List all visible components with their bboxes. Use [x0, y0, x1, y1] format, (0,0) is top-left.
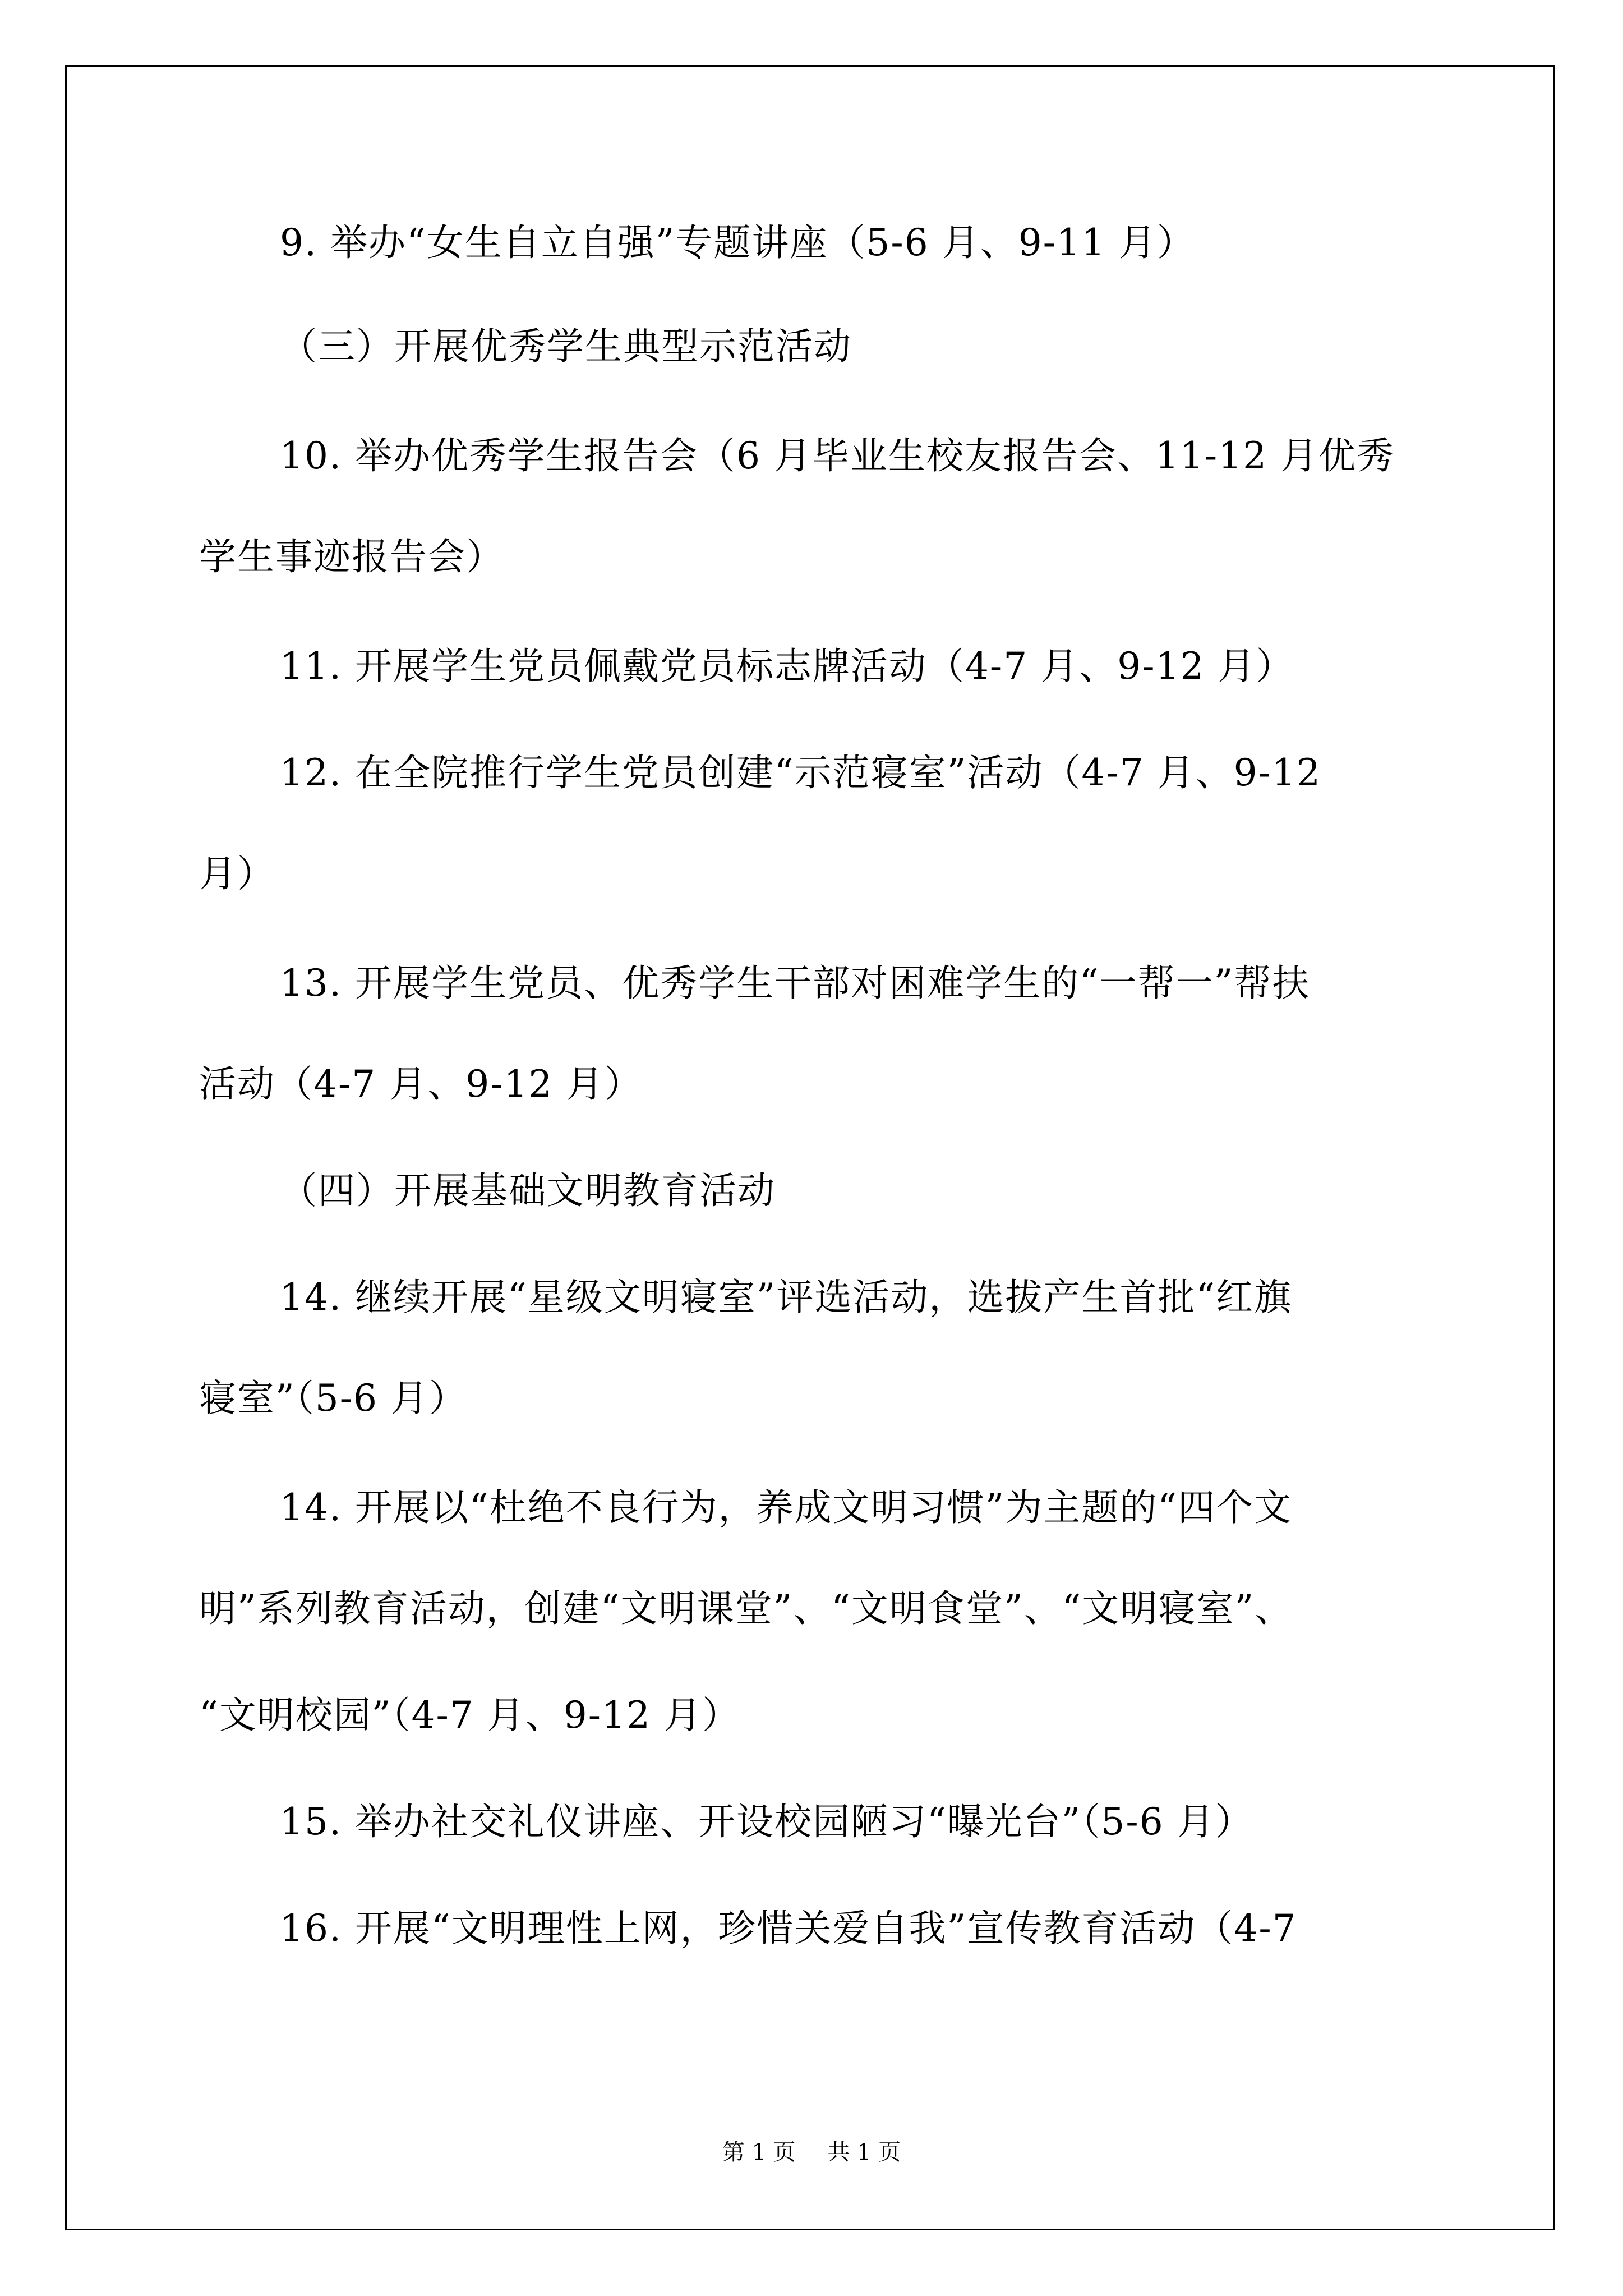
text-line: 16. 开展“文明理性上网，珍惜关爱自我”宣传教育活动（4-7: [280, 1907, 1297, 1950]
text-line: 10. 举办优秀学生报告会（6 月毕业生校友报告会、11-12 月优秀: [280, 434, 1395, 477]
text-line: 明”系列教育活动，创建“文明课堂”、“文明食堂”、“文明寝室”、: [199, 1587, 1293, 1630]
text-line: 11. 开展学生党员佩戴党员标志牌活动（4-7 月、9-12 月）: [280, 645, 1294, 688]
text-line: 月）: [199, 852, 275, 895]
text-line: 13. 开展学生党员、优秀学生干部对困难学生的“一帮一”帮扶: [280, 961, 1311, 1005]
page-border: [65, 65, 1555, 2230]
text-line: 寝室”（5-6 月）: [199, 1377, 468, 1420]
page-total: 共 1 页: [827, 2139, 901, 2165]
text-line: 学生事迹报告会）: [199, 535, 504, 578]
page-footer: [0, 2134, 1623, 2166]
text-line: 15. 举办社交礼仪讲座、开设校园陋习“曝光台”（5-6 月）: [280, 1800, 1253, 1843]
text-line: 9. 举办“女生自立自强”专题讲座（5-6 月、9-11 月）: [280, 221, 1195, 264]
text-line: “文明校园”（4-7 月、9-12 月）: [199, 1694, 740, 1737]
text-line: 活动（4-7 月、9-12 月）: [199, 1062, 643, 1106]
text-line: 14. 继续开展“星级文明寝室”评选活动，选拔产生首批“红旗: [280, 1276, 1293, 1319]
text-line: 12. 在全院推行学生党员创建“示范寝室”活动（4-7 月、9-12: [280, 751, 1321, 794]
section-heading: （三）开展优秀学生典型示范活动: [280, 325, 852, 368]
text-line: 14. 开展以“杜绝不良行为，养成文明习惯”为主题的“四个文: [280, 1486, 1293, 1529]
section-heading: （四）开展基础文明教育活动: [280, 1169, 776, 1212]
page-number: 第 1 页: [722, 2139, 796, 2165]
